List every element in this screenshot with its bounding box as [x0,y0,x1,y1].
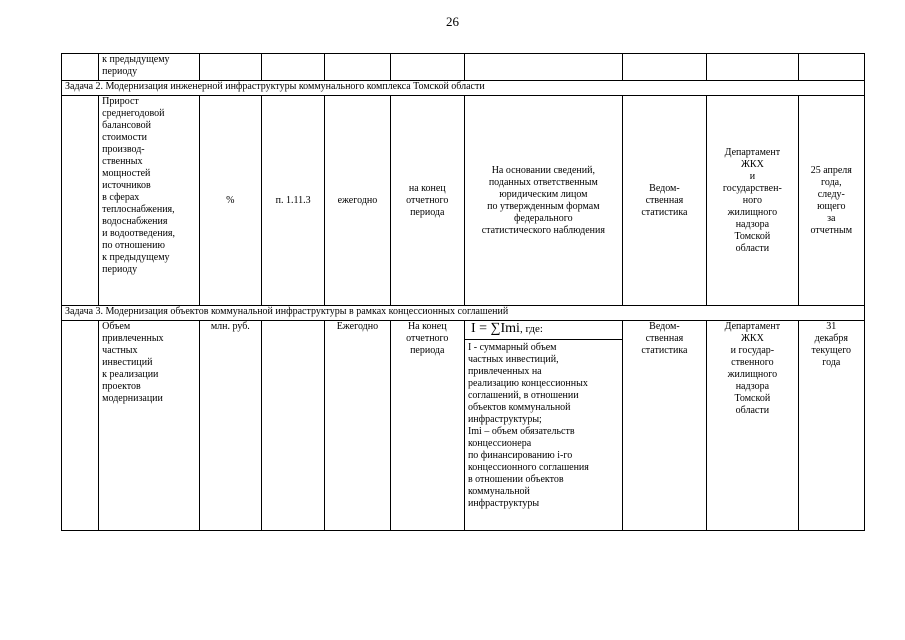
section-row [62,306,865,321]
cell-empty [622,54,706,81]
section-header-task2: Задача 2. Модернизация инженерной инфраструктуры коммунального комплекса Томской области [62,81,865,96]
table-row [62,54,865,81]
cell-number [62,96,99,306]
frequency-cell: ежегодно [325,96,390,306]
formula-rhs: Imi [500,321,520,336]
table-row [62,321,865,531]
method-cell: На основании сведений, поданных ответственным юридическим лицом по утвержденным формам федерального статистического наблюдения [464,96,622,306]
source-cell: Ведом- ственная статистика [622,321,706,531]
section-row [62,81,865,96]
table-row [62,96,865,306]
cell-empty [707,54,798,81]
indicators-table [61,53,865,531]
reference-cell [261,321,324,531]
unit-cell: млн. руб. [199,321,261,531]
cell-number [62,54,99,81]
unit-cell: % [199,96,261,306]
cell-empty [199,54,261,81]
reference-cell: п. 1.11.3 [261,96,324,306]
responsible-cell: Департамент ЖКХ и государствен- ного жилищного надзора Томской области [707,96,798,306]
cell-empty [261,54,324,81]
frequency-cell: Ежегодно [325,321,390,531]
cell-empty [390,54,464,81]
method-cell [464,321,622,531]
deadline-cell: 25 апреля года, следу- ющего за отчетным [798,96,864,306]
formula-lhs: I = ∑ [470,321,501,336]
deadline-cell: 31 декабря текущего года [798,321,864,531]
date-basis-cell: на конец отчетного периода [390,96,464,306]
indicator-cell: Прирост среднегодовой балансовой стоимости производ- ственных мощностей источников в сферах теплоснабжения, водоснабжения и водоотведения, по отношению к предыдущему периоду [99,96,200,306]
section-header-task3: Задача 3. Модернизация объектов коммунальной инфраструктуры в рамках концессионных соглашений [62,306,865,321]
responsible-cell: Департамент ЖКХ и государ- ственного жилищного надзора Томской области [707,321,798,531]
cell-empty [325,54,390,81]
indicator-cell: Объем привлеченных частных инвестиций к реализации проектов модернизации [99,321,200,531]
cell-number [62,321,99,531]
date-basis-cell: На конец отчетного периода [390,321,464,531]
cell-empty [464,54,622,81]
indicator-cell: к предыдущему периоду [99,54,200,81]
formula [465,321,622,340]
page-number: 26 [446,14,459,29]
source-cell: Ведом- ственная статистика [622,96,706,306]
formula-tail: , где: [519,323,543,335]
method-description: I - суммарный объем частных инвестиций, привлеченных на реализацию концессионных соглашений, в отношении объектов коммунальной инфраструктуры; Imi – объем обязательств концессионера по финансированию i-го концессионного соглашения в отношении объектов коммунальной инфраструктуры [467,342,589,509]
cell-empty [798,54,864,81]
